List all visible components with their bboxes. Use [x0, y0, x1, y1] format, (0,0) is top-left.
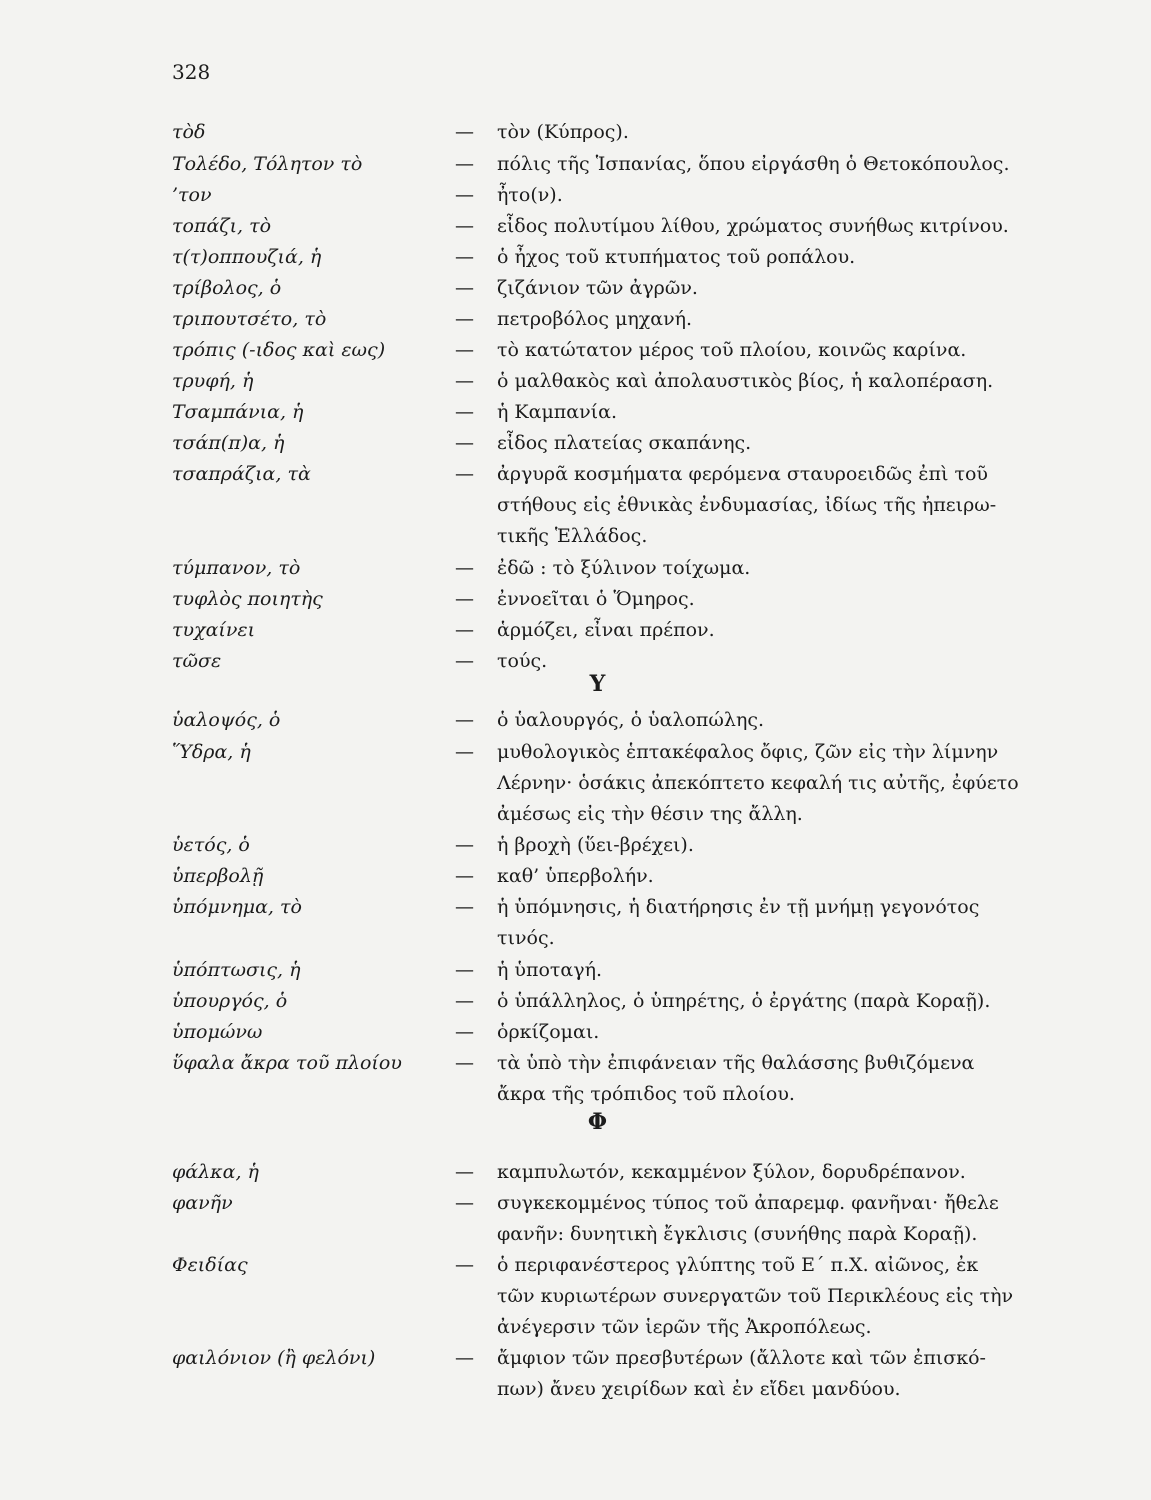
- entry-dash: —: [455, 339, 474, 361]
- entry-definition: [497, 705, 1037, 736]
- entry-term: τρυφή, ἡ: [172, 370, 254, 392]
- entry-definition: [497, 304, 1037, 335]
- entry-term: τὸδ: [172, 121, 206, 143]
- definition-line: ἄμφιον τῶν πρεσβυτέρων (ἄλλοτε καὶ τῶν ἐπισκό-: [497, 1347, 986, 1369]
- entry-definition: [497, 273, 1037, 304]
- entry-dash: —: [455, 1192, 474, 1214]
- definition-line: ἀργυρᾶ κοσμήματα φερόμενα σταυροειδῶς ἐπὶ τοῦ: [497, 463, 988, 485]
- entry-definition: [497, 986, 1037, 1017]
- entry-definition: [497, 830, 1037, 861]
- definition-line: συγκεκομμένος τύπος τοῦ ἀπαρεμφ. φανῆναι· ἤθελε: [497, 1192, 999, 1214]
- entry-dash: —: [455, 1347, 474, 1369]
- entry-term: φανῆν: [172, 1192, 233, 1214]
- entry-dash: —: [455, 709, 474, 731]
- entry-term: τυφλὸς ποιητὴς: [172, 588, 323, 610]
- entry-term: τσάπ(π)α, ἡ: [172, 432, 285, 454]
- definition-line: πετροβόλος μηχανή.: [497, 308, 693, 330]
- entry-dash: —: [455, 959, 474, 981]
- entry-term: τύμπανον, τὸ: [172, 557, 301, 579]
- definition-line: ἡ ὑποταγή.: [497, 959, 603, 981]
- definition-line: τῶν κυριωτέρων συνεργατῶν τοῦ Περικλέους εἰς τὴν: [497, 1285, 1014, 1307]
- entry-definition: [497, 117, 1037, 148]
- entry-term: φάλκα, ἡ: [172, 1161, 259, 1183]
- entry-definition: [497, 892, 1037, 954]
- entry-definition: [497, 1250, 1037, 1343]
- entry-term: τ(τ)οππουζιά, ἡ: [172, 246, 322, 268]
- entry-term: ὑπόπτωσις, ἡ: [172, 959, 301, 981]
- definition-line: φανῆν: δυνητικὴ ἔγκλισις (συνήθης παρὰ Κοραῇ).: [497, 1223, 978, 1245]
- section-letter-heading: Φ: [587, 1109, 608, 1135]
- definition-line: ὁ ἦχος τοῦ κτυπήματος τοῦ ροπάλου.: [497, 246, 856, 268]
- definition-line: ὁ περιφανέστερος γλύπτης τοῦ Ε΄ π.Χ. αἰῶνος, ἐκ: [497, 1254, 979, 1276]
- definition-line: ὁ ὑπάλληλος, ὁ ὑπηρέτης, ὁ ἐργάτης (παρὰ Κοραῇ).: [497, 990, 991, 1012]
- entry-dash: —: [455, 865, 474, 887]
- entry-term: τριπουτσέτο, τὸ: [172, 308, 327, 330]
- entry-term: ὑπερβολῇ: [172, 865, 264, 887]
- entry-dash: —: [455, 246, 474, 268]
- entry-term: Τολέδο, Τόλητον τὸ: [172, 153, 363, 175]
- entry-definition: [497, 584, 1037, 615]
- entry-term: ὑαλοψός, ὁ: [172, 709, 281, 731]
- definition-line: ἡ βροχὴ (ὕει-βρέχει).: [497, 834, 694, 856]
- definition-line: τὸ κατώτατον μέρος τοῦ πλοίου, κοινῶς καρίνα.: [497, 339, 967, 361]
- entry-term: ὑπόμνημα, τὸ: [172, 896, 302, 918]
- definition-line: τὸν (Κύπρος).: [497, 121, 629, 143]
- definition-line: ἐννοεῖται ὁ Ὅμηρος.: [497, 588, 695, 610]
- definition-line: τὰ ὑπὸ τὴν ἐπιφάνειαν τῆς θαλάσσης βυθιζόμενα: [497, 1052, 975, 1074]
- entry-dash: —: [455, 1052, 474, 1074]
- entry-term: τῶσε: [172, 650, 222, 672]
- definition-line: τινός.: [497, 927, 555, 949]
- definition-line: καμπυλωτόν, κεκαμμένον ξύλον, δορυδρέπανον.: [497, 1161, 966, 1183]
- definition-line: ὁ ὑαλουργός, ὁ ὑαλοπώλης.: [497, 709, 765, 731]
- definition-line: Λέρνην· ὁσάκις ἀπεκόπτετο κεφαλή τις αὐτῆς, ἐφύετο: [497, 772, 1019, 794]
- entry-dash: —: [455, 153, 474, 175]
- entry-dash: —: [455, 619, 474, 641]
- entry-dash: —: [455, 650, 474, 672]
- entry-term: Τσαμπάνια, ἡ: [172, 401, 304, 423]
- entry-term: Ὕδρα, ἡ: [172, 741, 251, 763]
- entry-definition: [497, 149, 1037, 180]
- entry-term: φαιλόνιον (ἢ φελόνι): [172, 1347, 376, 1369]
- definition-line: ἐδῶ : τὸ ξύλινον τοίχωμα.: [497, 557, 751, 579]
- entry-dash: —: [455, 1161, 474, 1183]
- entry-dash: —: [455, 432, 474, 454]
- entry-definition: [497, 737, 1037, 830]
- definition-line: ἁρμόζει, εἶναι πρέπον.: [497, 619, 715, 641]
- entry-definition: [497, 335, 1037, 366]
- entry-definition: [497, 211, 1037, 242]
- entry-dash: —: [455, 896, 474, 918]
- entry-dash: —: [455, 1021, 474, 1043]
- entry-definition: [497, 366, 1037, 397]
- entry-term: ὑπομώνω: [172, 1021, 263, 1043]
- entry-term: τοπάζι, τὸ: [172, 215, 272, 237]
- definition-line: τούς.: [497, 650, 548, 672]
- entry-dash: —: [455, 741, 474, 763]
- entry-definition: [497, 1188, 1037, 1250]
- entry-term: τυχαίνει: [172, 619, 256, 641]
- entry-definition: [497, 242, 1037, 273]
- entry-definition: [497, 428, 1037, 459]
- entry-dash: —: [455, 990, 474, 1012]
- entry-term: ὑετός, ὁ: [172, 834, 250, 856]
- definition-line: ζιζάνιον τῶν ἀγρῶν.: [497, 277, 698, 299]
- entry-dash: —: [455, 588, 474, 610]
- definition-line: εἶδος πολυτίμου λίθου, χρώματος συνήθως κιτρίνου.: [497, 215, 1009, 237]
- entry-term: τρόπις (-ιδος καὶ εως): [172, 339, 386, 361]
- definition-line: ἡ Καμπανία.: [497, 401, 617, 423]
- entry-definition: [497, 397, 1037, 428]
- entry-dash: —: [455, 370, 474, 392]
- entry-definition: [497, 615, 1037, 646]
- entry-dash: —: [455, 401, 474, 423]
- entry-definition: [497, 1017, 1037, 1048]
- section-letter-heading: Υ: [589, 671, 606, 697]
- entry-term: Φειδίας: [172, 1254, 248, 1276]
- entry-definition: [497, 955, 1037, 986]
- entry-dash: —: [455, 215, 474, 237]
- definition-line: εἶδος πλατείας σκαπάνης.: [497, 432, 752, 454]
- definition-line: πόλις τῆς Ἱσπανίας, ὅπου εἰργάσθη ὁ Θετοκόπουλος.: [497, 153, 1010, 175]
- definition-line: στήθους εἰς ἐθνικὰς ἐνδυμασίας, ἰδίως τῆς ἠπειρω-: [497, 494, 997, 516]
- entry-definition: [497, 1343, 1037, 1405]
- page-number: 328: [172, 60, 211, 84]
- definition-line: ὁ μαλθακὸς καὶ ἀπολαυστικὸς βίος, ἡ καλοπέραση.: [497, 370, 994, 392]
- definition-line: ὁρκίζομαι.: [497, 1021, 600, 1043]
- entry-dash: —: [455, 184, 474, 206]
- entry-term: τσαπράζια, τὰ: [172, 463, 311, 485]
- entry-dash: —: [455, 277, 474, 299]
- definition-line: ἡ ὑπόμνησις, ἡ διατήρησις ἐν τῇ μνήμῃ γεγονότος: [497, 896, 980, 918]
- definition-line: ἀνέγερσιν τῶν ἱερῶν τῆς Ἀκροπόλεως.: [497, 1316, 872, 1338]
- entry-dash: —: [455, 557, 474, 579]
- entry-term: τρίβολος, ὁ: [172, 277, 282, 299]
- definition-line: καθ’ ὑπερβολήν.: [497, 865, 654, 887]
- entry-definition: [497, 180, 1037, 211]
- definition-line: ἄκρα τῆς τρόπιδος τοῦ πλοίου.: [497, 1083, 795, 1105]
- entry-definition: [497, 1157, 1037, 1188]
- entry-dash: —: [455, 1254, 474, 1276]
- entry-definition: [497, 459, 1037, 552]
- entry-dash: —: [455, 121, 474, 143]
- entry-term: ’τον: [172, 184, 212, 206]
- definition-line: τικῆς Ἑλλάδος.: [497, 525, 648, 547]
- definition-line: ἦτο(ν).: [497, 184, 563, 206]
- entry-dash: —: [455, 834, 474, 856]
- definition-line: πων) ἄνευ χειρίδων καὶ ἐν εἴδει μανδύου.: [497, 1378, 901, 1400]
- entry-term: ὑπουργός, ὁ: [172, 990, 288, 1012]
- definition-line: ἀμέσως εἰς τὴν θέσιν της ἄλλη.: [497, 803, 803, 825]
- entry-dash: —: [455, 308, 474, 330]
- definition-line: μυθολογικὸς ἑπτακέφαλος ὄφις, ζῶν εἰς τὴν λίμνην: [497, 741, 999, 763]
- entry-dash: —: [455, 463, 474, 485]
- entry-definition: [497, 1048, 1037, 1110]
- entry-definition: [497, 861, 1037, 892]
- entry-term: ὕφαλα ἄκρα τοῦ πλοίου: [172, 1052, 402, 1074]
- entry-definition: [497, 553, 1037, 584]
